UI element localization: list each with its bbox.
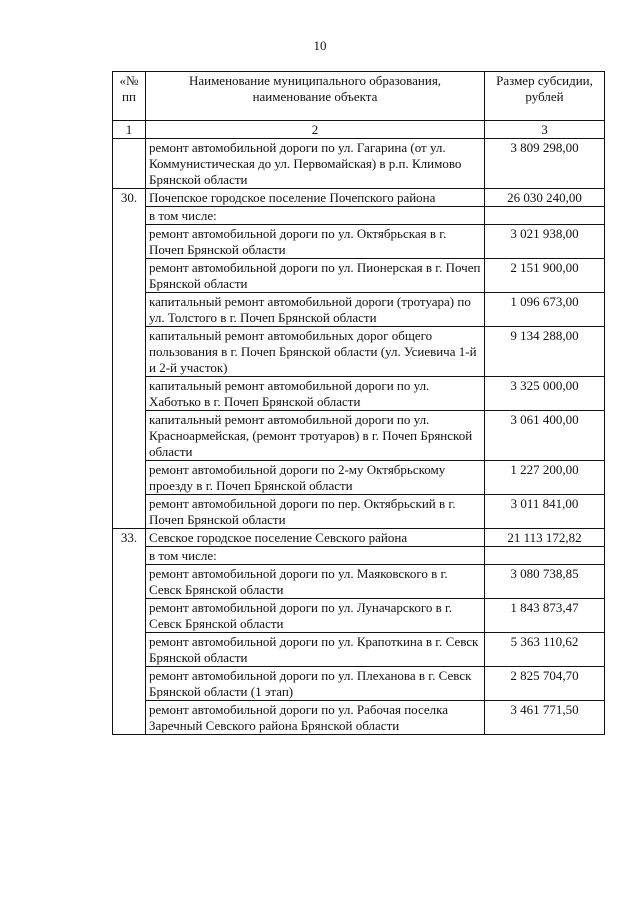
row-number: [113, 207, 146, 225]
table-row: [113, 565, 605, 599]
row-name: Почепское городское поселение Почепского района: [146, 189, 485, 207]
table-row: [113, 461, 605, 495]
row-number: [113, 411, 146, 461]
row-name: капитальный ремонт автомобильной дороги (тротуара) по ул. Толстого в г. Почеп Брянской области: [146, 293, 485, 327]
row-number: [113, 327, 146, 377]
row-number: [113, 377, 146, 411]
row-number: 30.: [113, 189, 146, 207]
row-name: ремонт автомобильной дороги по ул. Пионерская в г. Почеп Брянской области: [146, 259, 485, 293]
header-name: Наименование муниципального образования, наименование объекта: [146, 72, 485, 121]
page-number: 10: [313, 38, 327, 53]
row-number: [113, 701, 146, 735]
row-amount: 2 825 704,70: [485, 667, 605, 701]
row-name: ремонт автомобильной дороги по ул. Гагарина (от ул. Коммунистическая до ул. Первомайская) в р.п. Климово Брянской области: [146, 139, 485, 189]
table-row: [113, 207, 605, 225]
row-name: ремонт автомобильной дороги по ул. Октябрьская в г. Почеп Брянской области: [146, 225, 485, 259]
table-row: [113, 547, 605, 565]
row-name: ремонт автомобильной дороги по ул. Рабочая поселка Заречный Севского района Брянской области: [146, 701, 485, 735]
row-name: капитальный ремонт автомобильных дорог общего пользования в г. Почеп Брянской области (ул. Усиевича 1-й и 2-й участок): [146, 327, 485, 377]
table-row: [113, 293, 605, 327]
row-name: Севское городское поселение Севского района: [146, 529, 485, 547]
column-number-1: 1: [113, 121, 146, 139]
row-amount: 1 096 673,00: [485, 293, 605, 327]
row-name: капитальный ремонт автомобильной дороги по ул. Красноармейская, (ремонт тротуаров) в г. Почеп Брянской области: [146, 411, 485, 461]
row-amount: 1 843 873,47: [485, 599, 605, 633]
row-amount: 9 134 288,00: [485, 327, 605, 377]
table-row: [113, 189, 605, 207]
table-row: [113, 377, 605, 411]
header-amount: Размер субсидии, рублей: [485, 72, 605, 121]
row-name: в том числе:: [146, 547, 485, 565]
row-number: [113, 547, 146, 565]
row-name: ремонт автомобильной дороги по 2-му Октябрьскому проезду в г. Почеп Брянской области: [146, 461, 485, 495]
column-number-2: 2: [146, 121, 485, 139]
table-row: [113, 495, 605, 529]
row-amount: 3 461 771,50: [485, 701, 605, 735]
table-row: [113, 327, 605, 377]
table-row: [113, 259, 605, 293]
row-number: 33.: [113, 529, 146, 547]
row-amount: 3 011 841,00: [485, 495, 605, 529]
table-header-row: [113, 72, 605, 121]
table-row: [113, 225, 605, 259]
table-row: [113, 633, 605, 667]
row-amount: 2 151 900,00: [485, 259, 605, 293]
row-amount: 3 021 938,00: [485, 225, 605, 259]
row-name: ремонт автомобильной дороги по ул. Луначарского в г. Севск Брянской области: [146, 599, 485, 633]
row-number: [113, 259, 146, 293]
row-number: [113, 293, 146, 327]
row-amount: 3 080 738,85: [485, 565, 605, 599]
row-amount: [485, 207, 605, 225]
table-row: [113, 139, 605, 189]
row-amount: 26 030 240,00: [485, 189, 605, 207]
column-number-row: [113, 121, 605, 139]
table-row: [113, 667, 605, 701]
row-name: ремонт автомобильной дороги по пер. Октябрьский в г. Почеп Брянской области: [146, 495, 485, 529]
row-number: [113, 633, 146, 667]
header-number: «№ пп: [113, 72, 146, 121]
column-number-3: 3: [485, 121, 605, 139]
row-amount: 3 061 400,00: [485, 411, 605, 461]
table-row: [113, 411, 605, 461]
row-number: [113, 565, 146, 599]
table-row: [113, 701, 605, 735]
row-name: капитальный ремонт автомобильной дороги по ул. Хаботько в г. Почеп Брянской области: [146, 377, 485, 411]
row-amount: 1 227 200,00: [485, 461, 605, 495]
row-name: ремонт автомобильной дороги по ул. Плеханова в г. Севск Брянской области (1 этап): [146, 667, 485, 701]
row-name: ремонт автомобильной дороги по ул. Маяковского в г. Севск Брянской области: [146, 565, 485, 599]
row-number: [113, 461, 146, 495]
row-number: [113, 599, 146, 633]
row-number: [113, 225, 146, 259]
row-amount: 3 325 000,00: [485, 377, 605, 411]
subsidy-table: [112, 71, 605, 735]
table-row: [113, 529, 605, 547]
row-amount: [485, 547, 605, 565]
table-row: [113, 599, 605, 633]
row-number: [113, 139, 146, 189]
row-amount: 5 363 110,62: [485, 633, 605, 667]
row-amount: 21 113 172,82: [485, 529, 605, 547]
row-amount: 3 809 298,00: [485, 139, 605, 189]
row-number: [113, 495, 146, 529]
row-name: в том числе:: [146, 207, 485, 225]
row-number: [113, 667, 146, 701]
row-name: ремонт автомобильной дороги по ул. Крапоткина в г. Севск Брянской области: [146, 633, 485, 667]
